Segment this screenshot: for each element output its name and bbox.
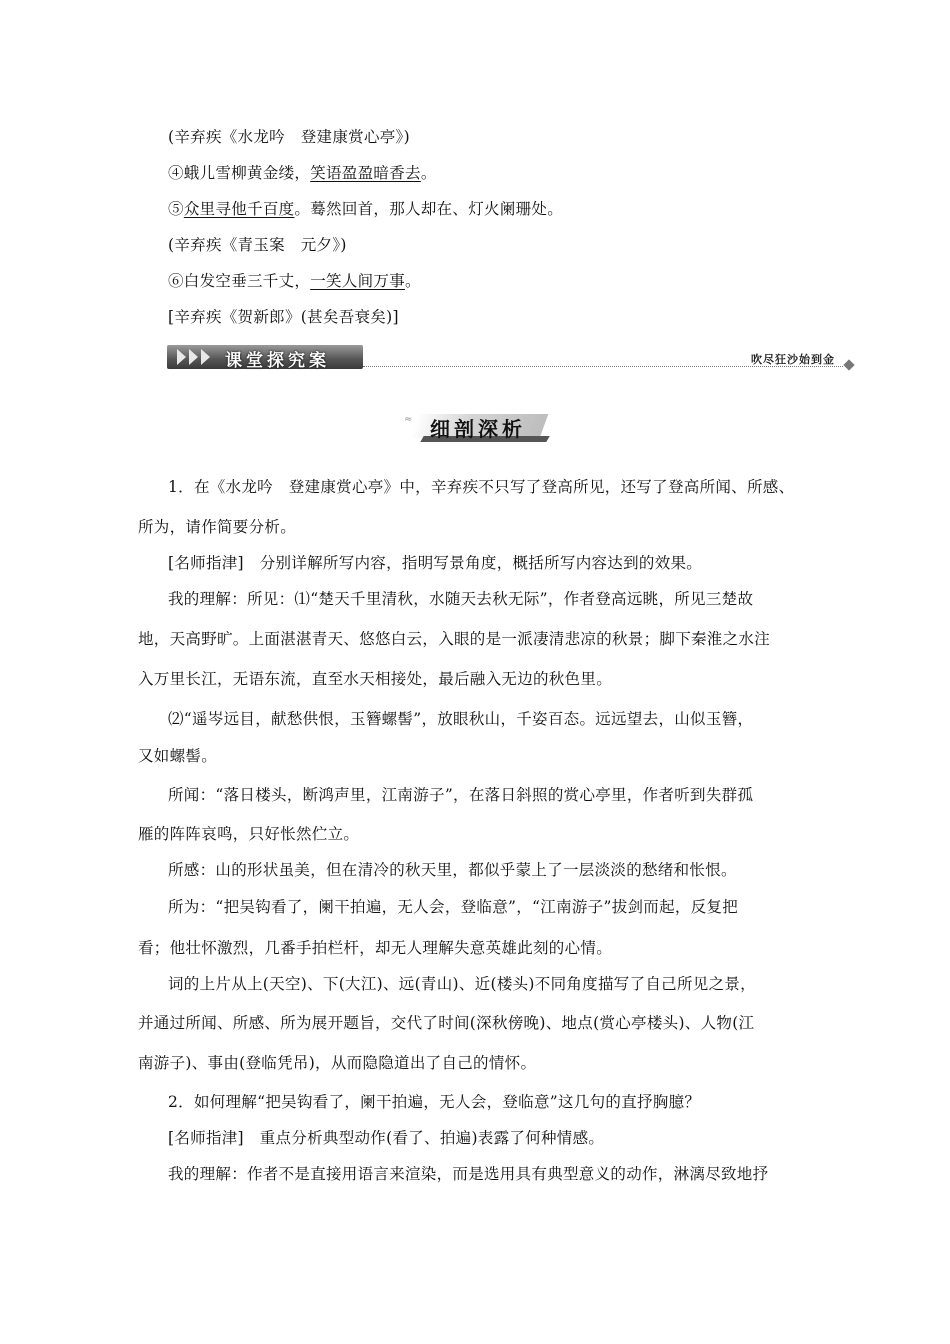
poem-line-5: ⑤众里寻他千百度。蓦然回首，那人却在、灯火阑珊处。 (168, 200, 564, 218)
answer-line: 所感：山的形状虽美，但在清冷的秋天里，都似乎蒙上了一层淡淡的愁绪和怅恨。 (168, 861, 737, 879)
banner-motto: 吹尽狂沙始到金 (751, 353, 835, 366)
question-1-text-cont: 所为，请作简要分析。 (138, 518, 297, 536)
chevron-icon (201, 349, 210, 365)
answer-line: 看；他壮怀激烈，几番手拍栏杆，却无人理解失意英雄此刻的心情。 (138, 939, 613, 957)
underlined-answer: 一笑人间万事 (310, 272, 406, 290)
decoration-icon: ≈ (404, 414, 413, 425)
summary-line: 词的上片从上(天空)、下(大江)、远(青山)、近(楼头)不同角度描写了自己所见之景， (168, 975, 756, 993)
poem-line-4: ④蛾儿雪柳黄金缕，笑语盈盈暗香去。 (168, 164, 437, 182)
summary-line: 南游子)、事由(登临凭吊)，从而隐隐道出了自己的情怀。 (138, 1054, 537, 1072)
section-banner (167, 345, 857, 371)
question-2-text: 2．如何理解“把吴钩看了，阑干拍遍，无人会，登临意”这几句的直抒胸臆？ (168, 1093, 701, 1111)
diamond-icon (843, 359, 854, 370)
answer-line: 入万里长江，无语东流，直至水天相接处，最后融入无边的秋色里。 (138, 670, 613, 688)
subheading (404, 410, 548, 444)
poem-line-6: ⑥白发空垂三千丈，一笑人间万事。 (168, 272, 421, 290)
teacher-tip: [名师指津] 分别详解所写内容，指明写景角度，概括所写内容达到的效果。 (168, 554, 703, 572)
answer-line: 所闻：“落日楼头，断鸿声里，江南游子”，在落日斜照的赏心亭里，作者听到失群孤 (168, 786, 754, 804)
answer-line: 我的理解：作者不是直接用语言来渲染，而是选用具有典型意义的动作，淋漓尽致地抒 (168, 1165, 769, 1183)
summary-line: 并通过所闻、所感、所为展开题旨，交代了时间(深秋傍晚)、地点(赏心亭楼头)、人物(江 (138, 1014, 755, 1032)
answer-line: 地，天高野旷。上面湛湛青天、悠悠白云，入眼的是一派凄清悲凉的秋景；脚下秦淮之水注 (138, 630, 771, 648)
underlined-answer: 众里寻他千百度 (183, 200, 295, 218)
chevron-icon (189, 349, 198, 365)
underlined-answer: 笑语盈盈暗香去 (310, 164, 421, 182)
answer-line: 雁的阵阵哀鸣，只好怅然伫立。 (138, 825, 360, 843)
answer-line: ⑵“遥岑远目，献愁供恨，玉簪螺髻”，放眼秋山，千姿百态。远远望去，山似玉簪， (168, 710, 754, 728)
chevron-icon (177, 349, 186, 365)
teacher-tip: [名师指津] 重点分析典型动作(看了、拍遍)表露了何种情感。 (168, 1129, 605, 1147)
question-1-text: 1．在《水龙吟 登建康赏心亭》中，辛弃疾不只写了登高所见，还写了登高所闻、所感、 (168, 478, 795, 496)
citation-line: (辛弃疾《青玉案 元夕》) (168, 236, 347, 254)
subheading-title: 细剖深析 (430, 417, 526, 441)
answer-line: 我的理解：所见：⑴“楚天千里清秋，水随天去秋无际”，作者登高远眺，所见三楚故 (168, 590, 754, 608)
answer-line: 又如螺髻。 (138, 747, 218, 765)
banner-bar (167, 345, 363, 369)
banner-title: 课堂探究案 (225, 351, 330, 371)
citation-line: (辛弃疾《水龙吟 登建康赏心亭》) (168, 128, 410, 146)
citation-line: [辛弃疾《贺新郎》(甚矣吾衰矣)] (168, 308, 399, 326)
answer-line: 所为：“把吴钩看了，阑干拍遍，无人会，登临意”，“江南游子”拔剑而起，反复把 (168, 898, 739, 916)
